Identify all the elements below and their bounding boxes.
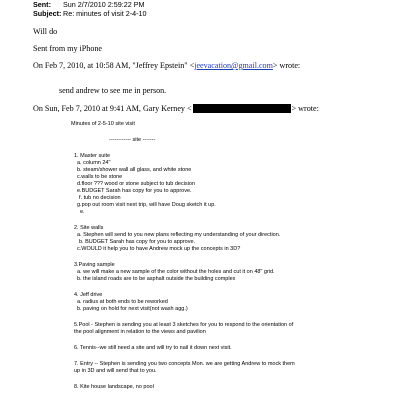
sent-label: Sent:	[33, 0, 51, 9]
minutes-line: 3.Paving sample	[74, 262, 115, 268]
site-heading: ------------ site -------	[109, 137, 156, 143]
minutes-line: f. tub no decision	[79, 195, 121, 201]
minutes-line: 5.Pool - Stephen is sending you at least 3 sketches for you to respond to the orientation of	[74, 322, 294, 328]
minutes-line: 8. Kite house landscape, no pool	[74, 384, 154, 390]
minutes-line: 7. Entry -- Stephen is sending you two concepts Mon. we are getting Andrew to mock them	[74, 361, 295, 367]
sent-value: Sun 2/7/2010 2:59:22 PM	[63, 0, 145, 9]
subject-value: Re: minutes of visit 2-4-10	[63, 9, 147, 18]
minutes-line: a. column 24"	[77, 160, 111, 166]
minutes-line: a. we will make a new sample of the color without the holes and cut it on 48" grid.	[77, 269, 275, 275]
minutes-line: b. steam/shower wall all glass, and white stone	[77, 167, 192, 173]
quote2-prefix: On Sun, Feb 7, 2010 at 9:41 AM, Gary Kerney <	[33, 104, 192, 113]
minutes-line: 6. Tennis--we still need a site and will try to nail it down next visit.	[74, 345, 232, 351]
quote2-suffix: > wrote:	[291, 104, 319, 113]
minutes-line: c.walls to be stone	[77, 174, 123, 180]
minutes-line: 1. Master suite	[74, 153, 111, 159]
minutes-line: up in 3D and will send that to you.	[74, 368, 157, 374]
redaction-block	[193, 104, 291, 113]
minutes-title: Minutes of 2-5-10 site visit	[71, 121, 135, 127]
quote1-header	[33, 62, 300, 70]
minutes-line: b. paving on hold for next visit(not wash agg.)	[77, 306, 188, 312]
minutes-line: 4. Jeff drive	[74, 292, 103, 298]
minutes-line: b. BUDGET Sarah has copy for you to approve.	[79, 239, 196, 245]
minutes-line: e.BUDGET Sarah has copy for you to approve.	[77, 188, 192, 194]
quote1-suffix: > wrote:	[272, 61, 301, 70]
minutes-line: e.	[80, 209, 85, 215]
minutes-line: d.floor ??? wood or stone subject to tub decision	[77, 181, 196, 187]
reply-line-1: Will do	[33, 27, 58, 36]
minutes-line: a. Stephen will send to you new plans reflecting my understanding of your direction.	[77, 232, 281, 238]
minutes-line: b. the island roads are to be asphalt outside the building complex	[77, 276, 236, 282]
reply-line-2: Sent from my iPhone	[33, 44, 103, 53]
quote2-header	[33, 104, 319, 113]
quote1-body: send andrew to see me in person.	[59, 86, 167, 95]
minutes-line: a. radius at both ends to be reworked	[77, 299, 168, 305]
quote1-prefix: On Feb 7, 2010, at 10:58 AM, "Jeffrey Epstein" <	[33, 61, 195, 70]
subject-label: Subject:	[33, 9, 62, 18]
minutes-line: 2. Site walls	[74, 225, 104, 231]
email-link[interactable]: jeevacation@gmail.com	[194, 61, 273, 70]
minutes-line: the pool alignment in relation to the views and pavilion	[74, 329, 206, 335]
minutes-line: g.pop out room visit next trip, will have Doug sketch it up.	[77, 202, 216, 208]
minutes-line: c.WOULD it help you to have Andrew mock up the concepts in 3D?	[77, 246, 241, 252]
